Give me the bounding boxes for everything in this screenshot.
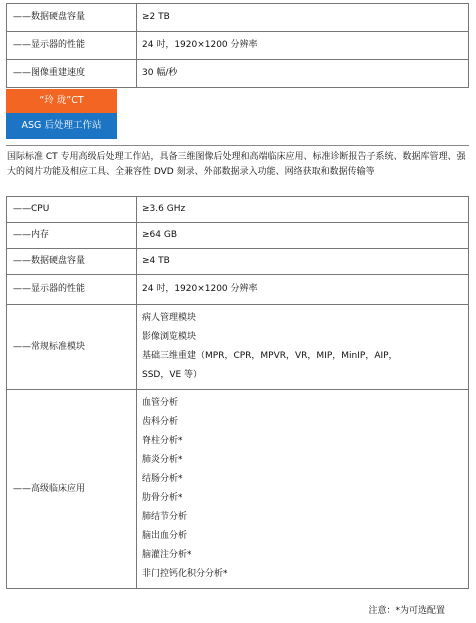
modules-label: ——常规标准模块 xyxy=(7,305,137,390)
footnote: 注意：*为可选配置 xyxy=(368,606,445,616)
spec-value: ≥64 GB xyxy=(137,223,469,249)
list-item: 肺炎分析* xyxy=(142,455,183,465)
intro-paragraph: 国际标准 CT 专用高级后处理工作站，具备三维图像后处理和高端临床应用、标准诊断报告子系统、数据库管理、强大的阅片功能及相应工具、全兼容性 DVD 刻录、外部数据录入功能、网络获取和数据传输等 xyxy=(7,152,466,177)
spec-label: ——图像重建速度 xyxy=(7,60,137,88)
spec-value: ≥2 TB xyxy=(137,4,469,32)
spec-label: ——数据硬盘容量 xyxy=(7,4,137,32)
list-item: SSD，VE 等） xyxy=(142,370,203,380)
list-item: 基础三维重建（MPR，CPR，MPVR，VR，MIP，MinIP，AIP， xyxy=(142,351,398,361)
product-banner xyxy=(6,89,117,141)
spec-table-workstation xyxy=(6,196,469,589)
apps-list xyxy=(137,390,469,589)
spec-label: ——数据硬盘容量 xyxy=(7,249,137,275)
spec-value: ≥4 TB xyxy=(137,249,469,275)
table-row xyxy=(7,4,469,32)
list-item: 脑出血分析 xyxy=(142,531,188,541)
banner-product-name: “玲 珑”CT xyxy=(6,89,117,113)
table-row xyxy=(7,223,469,249)
list-item: 脊柱分析* xyxy=(142,436,183,446)
list-item: 血管分析 xyxy=(142,398,179,408)
spec-value: ≥3.6 GHz xyxy=(137,197,469,223)
list-item: 肺结节分析 xyxy=(142,512,188,522)
spec-label: ——内存 xyxy=(7,223,137,249)
spec-value: 24 吋，1920×1200 分辨率 xyxy=(137,275,469,305)
modules-list xyxy=(137,305,469,390)
table-row xyxy=(7,390,469,589)
table-row xyxy=(7,249,469,275)
table-row xyxy=(7,305,469,390)
spec-value: 24 吋，1920×1200 分辨率 xyxy=(137,32,469,60)
spec-label: ——显示器的性能 xyxy=(7,275,137,305)
list-item: 病人管理模块 xyxy=(142,313,197,323)
table-row xyxy=(7,60,469,88)
table-row xyxy=(7,197,469,223)
apps-label: ——高级临床应用 xyxy=(7,390,137,589)
table-row xyxy=(7,32,469,60)
table-row xyxy=(7,275,469,305)
spec-label: ——显示器的性能 xyxy=(7,32,137,60)
list-item: 齿科分析 xyxy=(142,417,179,427)
section-divider xyxy=(6,145,469,146)
list-item: 结肠分析* xyxy=(142,474,183,484)
banner-product-subtitle: ASG 后处理工作站 xyxy=(6,113,117,139)
spec-value: 30 幅/秒 xyxy=(137,60,469,88)
list-item: 非门控钙化积分分析* xyxy=(142,569,228,579)
list-item: 脑灌注分析* xyxy=(142,550,192,560)
list-item: 影像浏览模块 xyxy=(142,332,197,342)
list-item: 肋骨分析* xyxy=(142,493,183,503)
spec-table-top xyxy=(6,3,469,88)
spec-label: ——CPU xyxy=(7,197,137,223)
